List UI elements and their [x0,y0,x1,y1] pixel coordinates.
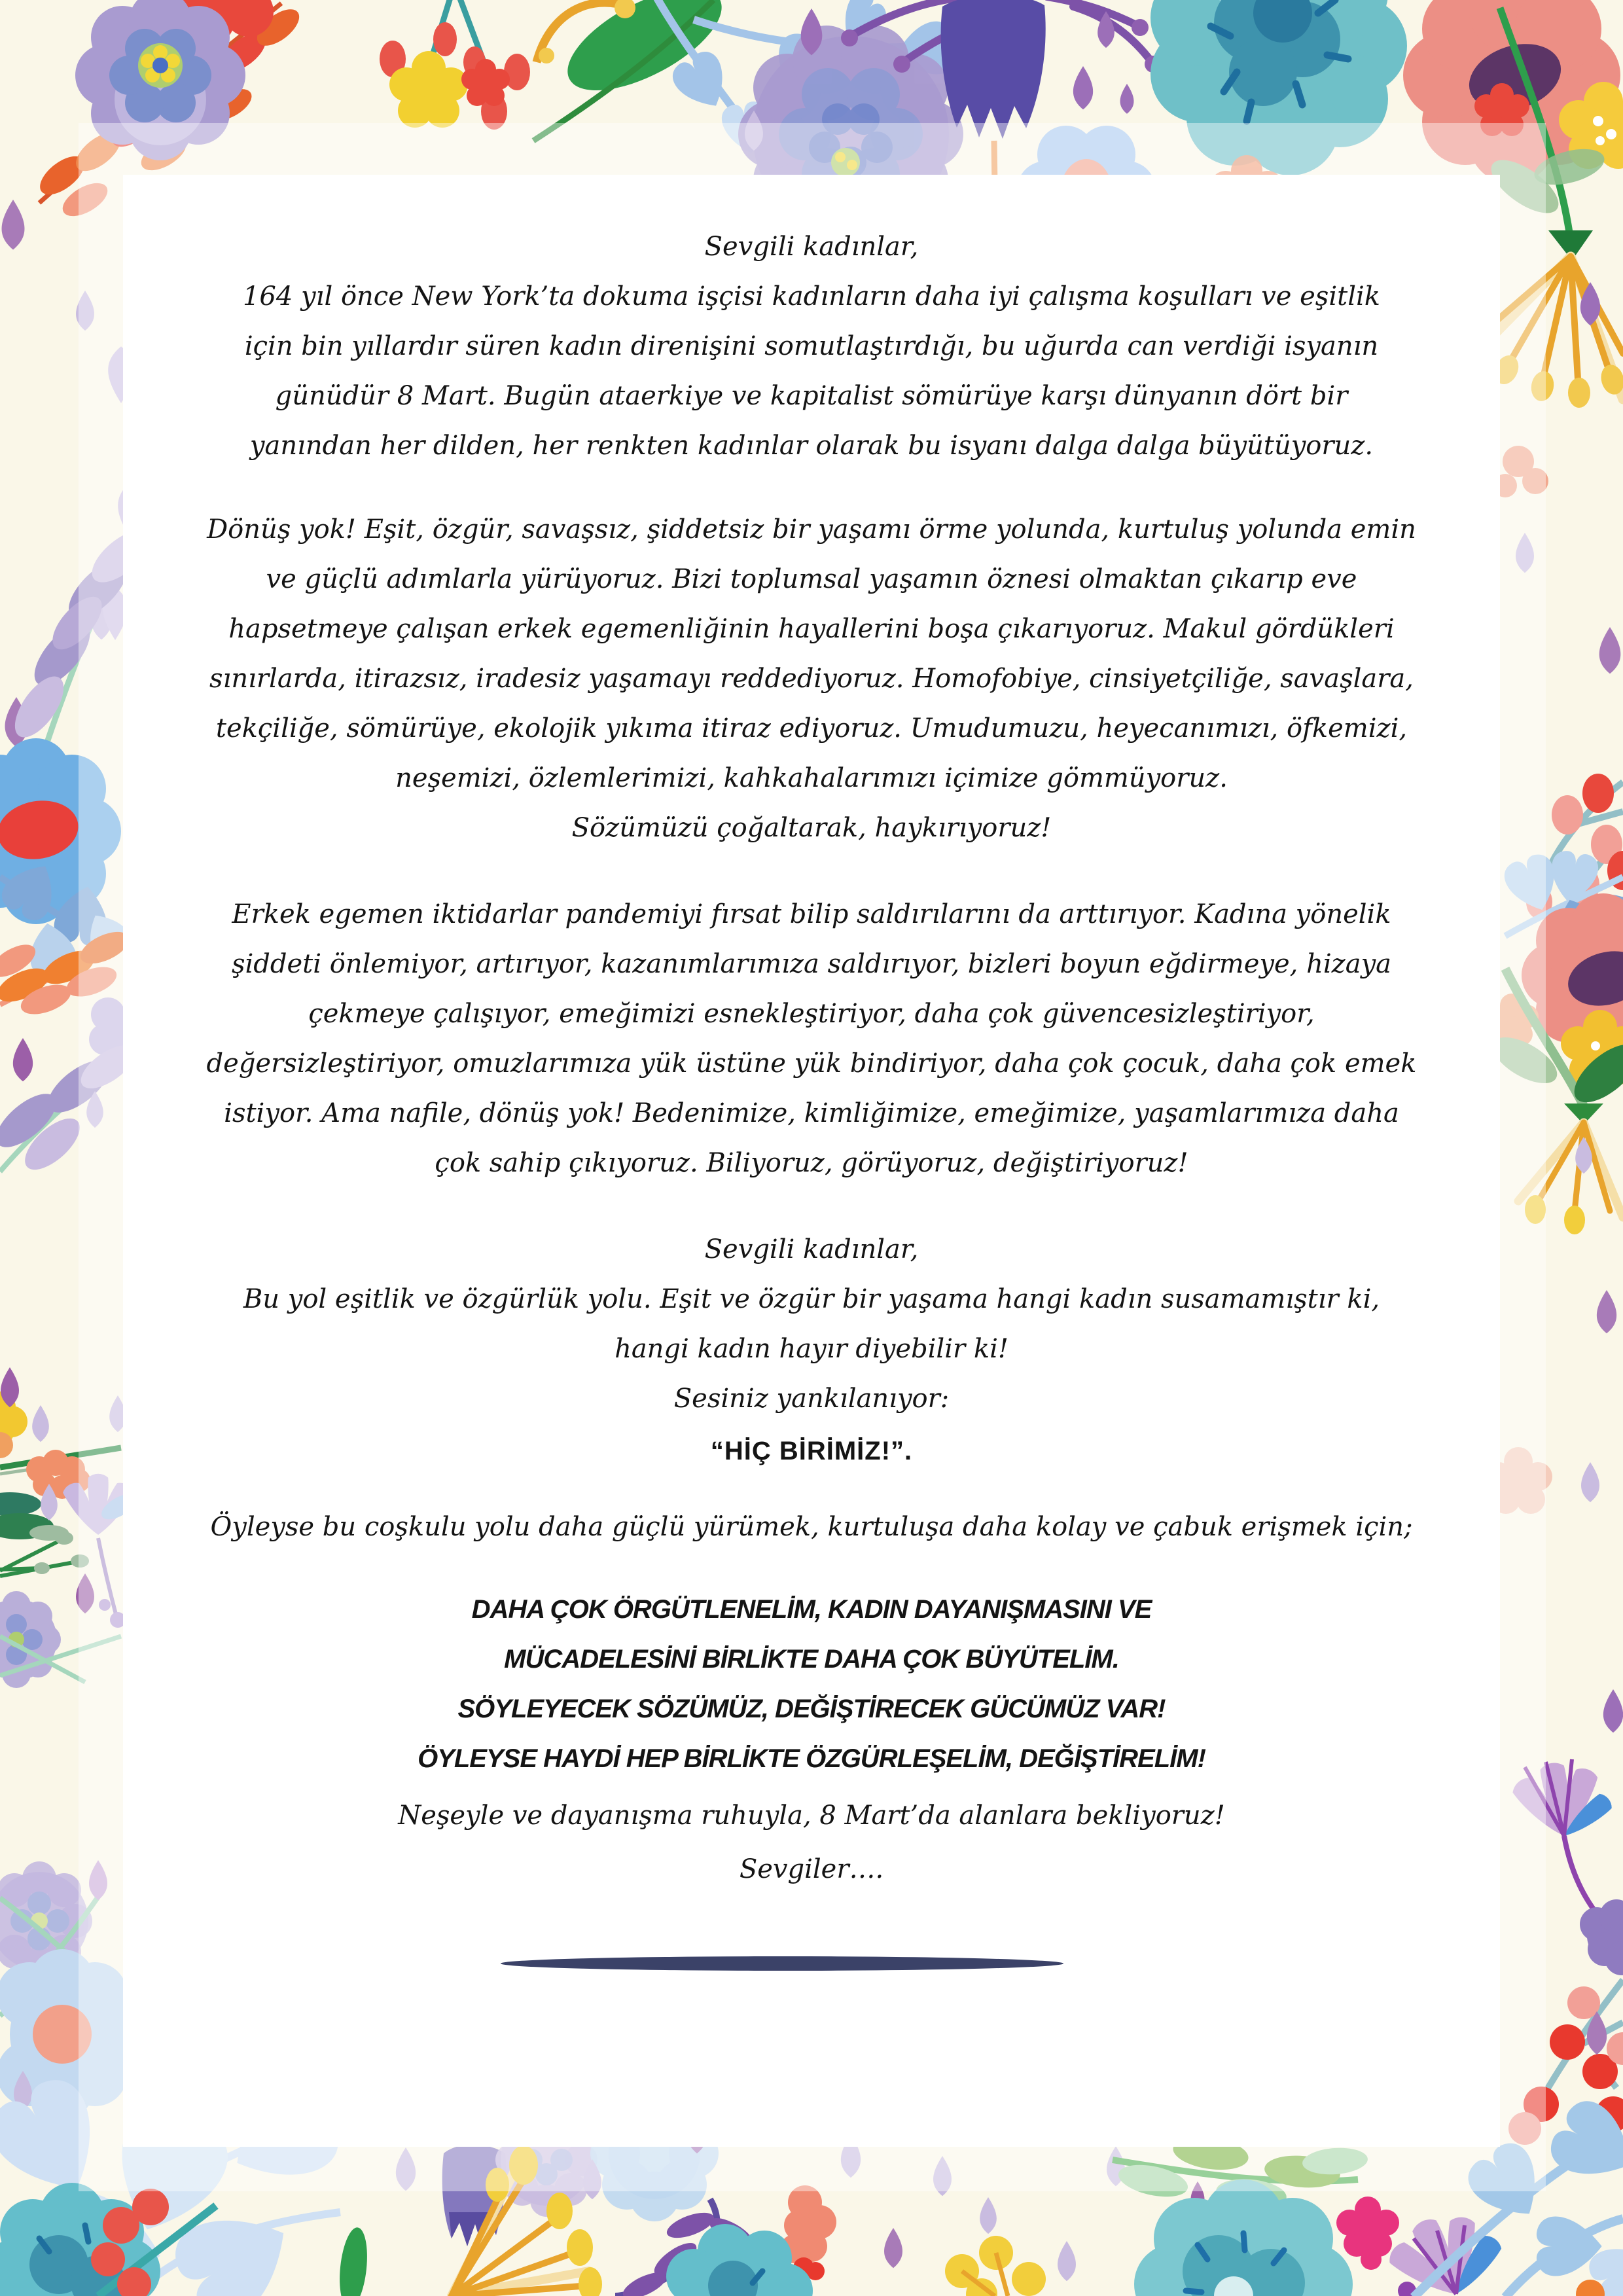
letter-line: Bu yol eşitlik ve özgürlük yolu. Eşit ve özgür bir yaşama hangi kadın susamamıştır ki, [243,1284,1380,1314]
letter-line: Dönüş yok! Eşit, özgür, savaşsız, şiddetsiz bir yaşamı örme yolunda, kurtuluş yolunda emin [207,514,1416,545]
letter-line: hapsetmeye çalışan erkek egemenliğinin hayallerini boşa çıkarıyoruz. Makul gördükleri [228,614,1395,644]
call-to-action [123,1585,1500,1784]
paragraph-3 [123,889,1500,1188]
cta-line: DAHA ÇOK ÖRGÜTLENELİM, KADIN DAYANIŞMASINI VE [471,1595,1152,1624]
letter-line: Öyleyse bu coşkulu yolu daha güçlü yürümek, kurtuluşa daha kolay ve çabuk erişmek için; [210,1512,1413,1542]
letter-line: Erkek egemen iktidarlar pandemiyi fırsat bilip saldırılarını da arttırıyor. Kadına yönelik [232,899,1391,929]
letter-line: neşemizi, özlemlerimizi, kahkahalarımızı içimize gömmüyoruz. [395,763,1228,793]
paragraph-1 [123,222,1500,471]
letter-line: günüdür 8 Mart. Bugün ataerkiye ve kapitalist sömürüye karşı dünyanın dört bir [275,381,1348,411]
cta-line: MÜCADELESİNİ BİRLİKTE DAHA ÇOK BÜYÜTELİM. [504,1645,1119,1674]
letter-line: yanından her dilden, her renkten kadınlar olarak bu isyanı dalga dalga büyütüyoruz. [249,431,1374,461]
letter-panel [123,175,1500,2147]
divider-ellipse [501,1956,1063,1971]
letter-line: istiyor. Ama nafile, dönüş yok! Bedenimize, kimliğimize, emeğimize, yaşamlarımıza daha [224,1098,1399,1128]
slogan-line: “HİÇ BİRİMİZ!”. [710,1437,913,1465]
letter-line: tekçiliğe, sömürüye, ekolojik yıkıma itiraz ediyoruz. Umudumuzu, heyecanımızı, öfkemizi, [215,713,1408,744]
letter-line: ve güçlü adımlarla yürüyoruz. Bizi toplumsal yaşamın öznesi olmaktan çıkarıp eve [266,564,1357,594]
closing-line: Neşeyle ve dayanışma ruhuyla, 8 Mart’da alanlara bekliyoruz! [398,1801,1225,1831]
letter-line: çekmeye çalışıyor, emeğimizi esnekleştiriyor, daha çok güvencesizleştiriyor, [308,999,1315,1029]
paragraph-2 [123,505,1500,853]
letter-line: sınırlarda, itirazsız, iradesiz yaşamayı reddediyoruz. Homofobiye, cinsiyetçiliğe, savaşlara, [209,664,1414,694]
paragraph-5 [123,1502,1500,1552]
salutation: Sevgili kadınlar, [704,1234,919,1265]
letter-line: Sesiniz yankılanıyor: [673,1384,950,1414]
letter-line: şiddeti önlemiyor, artırıyor, kazanımlarımıza saldırıyor, bizleri boyun eğdirmeye, hizaya [231,949,1392,979]
salutation: Sevgili kadınlar, [704,232,919,262]
cta-line: SÖYLEYECEK SÖZÜMÜZ, DEĞİŞTİRECEK GÜCÜMÜZ VAR! [457,1695,1166,1723]
letter-line: 164 yıl önce New York’ta dokuma işçisi kadınların daha iyi çalışma koşulları ve eşitlik [242,281,1381,312]
paragraph-4 [123,1225,1500,1476]
closing-line: Sevgiler…. [739,1854,884,1884]
cta-line: ÖYLEYSE HAYDİ HEP BİRLİKTE ÖZGÜRLEŞELİM, DEĞİŞTİRELİM! [418,1744,1205,1773]
letter-line: hangi kadın hayır diyebilir ki! [615,1334,1008,1364]
letter-line: çok sahip çıkıyoruz. Biliyoruz, görüyoruz, değiştiriyoruz! [435,1148,1188,1178]
closing [123,1789,1500,1896]
letter-line: için bin yıllardır süren kadın direnişini somutlaştırdığı, bu uğurda can verdiği isyanın [244,331,1379,361]
letter-line: değersizleştiriyor, omuzlarımıza yük üstüne yük bindiriyor, daha çok çocuk, daha çok emek [206,1049,1417,1079]
letter-line: Sözümüzü çoğaltarak, haykırıyoruz! [571,813,1052,843]
